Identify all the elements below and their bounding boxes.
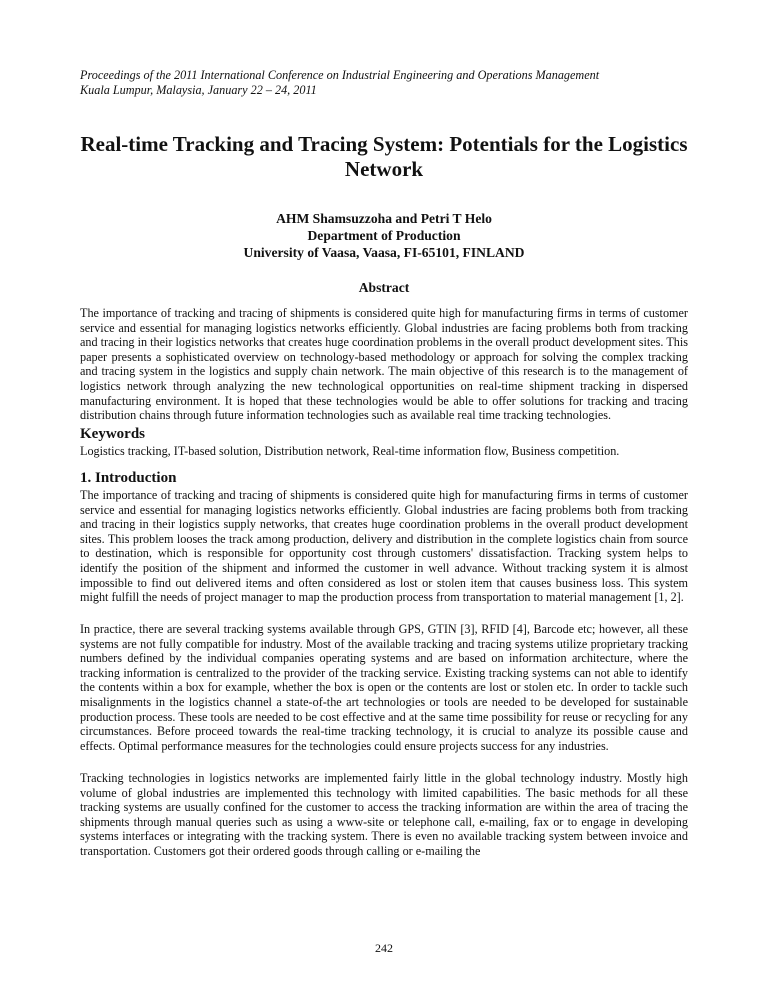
author-block	[80, 210, 688, 261]
introduction-paragraph-2: In practice, there are several tracking systems available through GPS, GTIN [3], RFID [4], Barcode etc; however, all these systems are not fully compatible for industry. Most of the available tracking and tracing systems utilize proprietary tracking numbers defined by the individual companies operating systems and are based on information architecture, where the tracking information is centralized to the provider of the tracking service. Existing tracking systems can not able to identify the contents within a box for example, whether the box is open or the contents are lost or stolen etc. In order to tackle such misalignments in the logistics channel a state-of-the art technologies or tools are needed to be developed for sustainable production process. These tools are needed to be cost effective and at the same time possibility for reuse or recycling for any circumstances. Before proceed towards the real-time tracking technology, it is crucial to analyze its possible cause and effects. Optimal performance measures for the technologies could ensure projects success for any industries.	[80, 622, 688, 753]
keywords-heading: Keywords	[80, 426, 145, 442]
introduction-heading: 1. Introduction	[80, 470, 177, 486]
abstract-text: The importance of tracking and tracing of shipments is considered quite high for manufacturing firms in terms of customer service and essential for managing logistics networks efficiently. Global industries are facing problems both from tracking and tracing in their logistics networks that creates huge coordination problems in the overall product development sites. This paper presents a sophisticated overview on technology-based methodology or approach for solving the complex tracking and tracing system in the logistics and supply chain network. The main objective of this research is to the management of logistics network through analyzing the new technological opportunities on real-time shipment tracking in dispersed manufacturing environment. It is hoped that these technologies would be able to offer solutions for tracking and tracing distribution chains through future information technologies such as available real time tracking technologies.	[80, 306, 688, 423]
proceedings-header	[80, 68, 700, 98]
author-names: AHM Shamsuzzoha and Petri T Helo	[276, 211, 492, 226]
proceedings-line-2: Kuala Lumpur, Malaysia, January 22 – 24, 2011	[80, 83, 317, 97]
paper-title: Real-time Tracking and Tracing System: Potentials for the Logistics Network	[80, 132, 688, 181]
keywords-text: Logistics tracking, IT-based solution, Distribution network, Real-time information flow, Business competition.	[80, 444, 620, 458]
introduction-paragraph-1: The importance of tracking and tracing of shipments is considered quite high for manufacturing firms in terms of customer service and essential for managing logistics networks efficiently. Global industries are facing problems both from tracking and tracing in their logistics supply networks, that creates huge coordination problems in the overall product development sites. This problem looses the track among production, delivery and distribution in the complete logistics chain from source to destination, which is responsible for opportunity cost through customers' dissatisfaction. Tracking system helps to identify the position of the shipment and informed the customer in well advance. Without tracking system it is almost impossible to find out delivered items and often considered as lost or stolen item that causes business loss. This system might fulfill the needs of project manager to map the production process from transportation to material management [1, 2].	[80, 488, 688, 605]
abstract-heading: Abstract	[358, 280, 410, 295]
page-number: 242	[375, 941, 393, 955]
author-affiliation: University of Vaasa, Vaasa, FI-65101, FINLAND	[243, 245, 525, 260]
author-department: Department of Production	[307, 228, 461, 243]
proceedings-line-1: Proceedings of the 2011 International Conference on Industrial Engineering and Operations Management	[80, 68, 600, 82]
introduction-paragraph-3: Tracking technologies in logistics networks are implemented fairly little in the global technology industry. Mostly high volume of global industries are implemented this technology with limited capabilities. The basic methods for all these tracking systems are usually confined for the customer to access the tracking information are within the area of tracing the shipments through manual queries such as using a www-site or telephone call, e-mailing, fax or to engage in developing systems interfaces or integrating with the tracking system. There is even no available tracking system between invoice and transportation. Customers got their ordered goods through calling or e-mailing the	[80, 771, 688, 858]
